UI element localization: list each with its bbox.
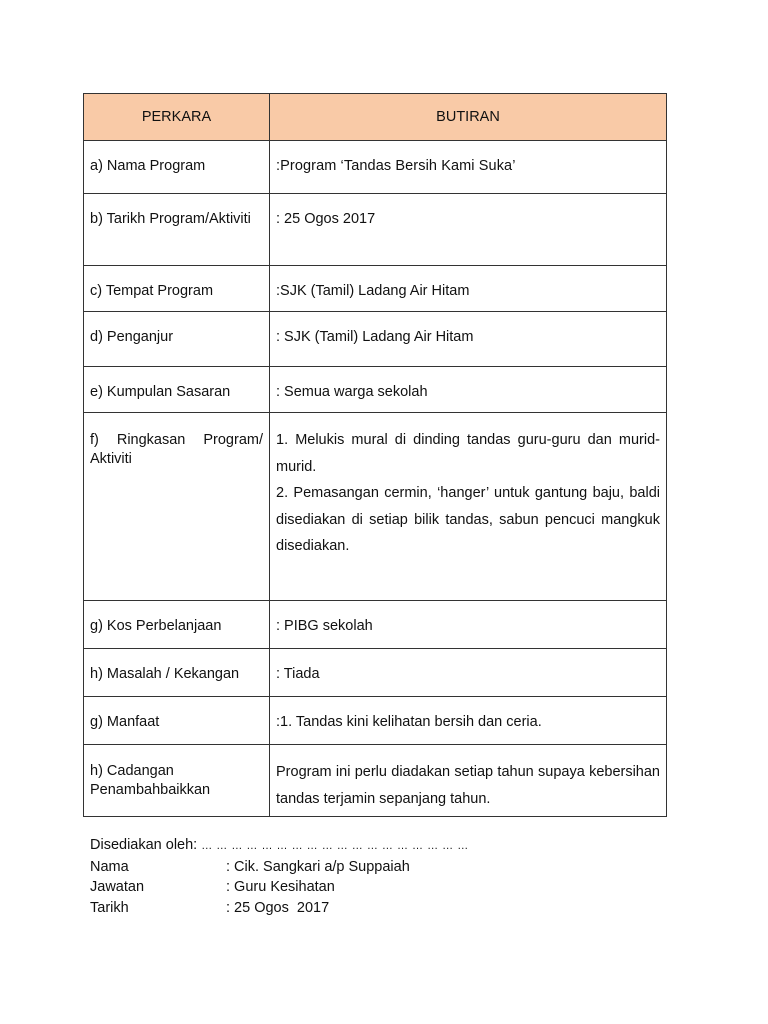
table-row (84, 312, 667, 367)
row-label: a) Nama Program (84, 141, 270, 194)
row-label: g) Kos Perbelanjaan (84, 601, 270, 649)
footer-value: : 25 Ogos 2017 (226, 899, 330, 916)
row-label: g) Manfaat (84, 697, 270, 745)
ringkasan-item-1: 1. Melukis mural di dinding tandas guru-guru dan murid-murid. (276, 432, 660, 475)
table-row (84, 266, 667, 312)
table-row (84, 601, 667, 649)
prepared-by-line (90, 835, 650, 857)
row-value: :Program ‘Tandas Bersih Kami Suka’ (270, 141, 667, 194)
table-row (84, 413, 667, 601)
row-value: : SJK (Tamil) Ladang Air Hitam (270, 312, 667, 367)
table-row (84, 141, 667, 194)
row-value: : 25 Ogos 2017 (270, 194, 667, 266)
row-value: : Semua warga sekolah (270, 367, 667, 413)
footer-key: Jawatan (90, 879, 145, 895)
footer-value: : Cik. Sangkari a/p Suppaiah (226, 858, 410, 875)
prepared-by-label: Disediakan oleh: (90, 837, 198, 853)
row-value (270, 413, 667, 601)
row-label: d) Penganjur (84, 312, 270, 367)
footer-field-nama (90, 857, 650, 878)
footer-field-jawatan (90, 877, 650, 898)
header-perkara: PERKARA (84, 94, 270, 141)
table-header-row (84, 94, 667, 141)
table-row (84, 367, 667, 413)
row-label: c) Tempat Program (84, 266, 270, 312)
row-value: :1. Tandas kini kelihatan bersih dan ceria. (270, 697, 667, 745)
prepared-by-dots: … … … … … … … … … … … … … … … … … … (201, 840, 469, 852)
footer-key: Nama (90, 858, 129, 875)
row-value: : PIBG sekolah (270, 601, 667, 649)
signature-block (90, 835, 650, 918)
table-row (84, 194, 667, 266)
header-butiran: BUTIRAN (270, 94, 667, 141)
footer-value: : Guru Kesihatan (226, 879, 335, 895)
row-label: f) Ringkasan Program/ Aktiviti (84, 413, 270, 601)
row-label: e) Kumpulan Sasaran (84, 367, 270, 413)
row-value: Program ini perlu diadakan setiap tahun supaya kebersihan tandas terjamin sepanjang tahun. (270, 745, 667, 817)
table-row (84, 697, 667, 745)
footer-field-tarikh (90, 898, 650, 919)
row-label: b) Tarikh Program/Aktiviti (84, 194, 270, 266)
program-report-table (83, 93, 667, 817)
row-value: : Tiada (270, 649, 667, 697)
table-row (84, 745, 667, 817)
row-label: h) Cadangan Penambahbaikkan (84, 745, 270, 817)
table-row (84, 649, 667, 697)
row-label: h) Masalah / Kekangan (84, 649, 270, 697)
row-value: :SJK (Tamil) Ladang Air Hitam (270, 266, 667, 312)
footer-key: Tarikh (90, 899, 129, 916)
ringkasan-item-2: 2. Pemasangan cermin, ‘hanger’ untuk gantung baju, baldi disediakan di setiap bilik tandas, sabun pencuci mangkuk disediakan. (276, 485, 660, 554)
